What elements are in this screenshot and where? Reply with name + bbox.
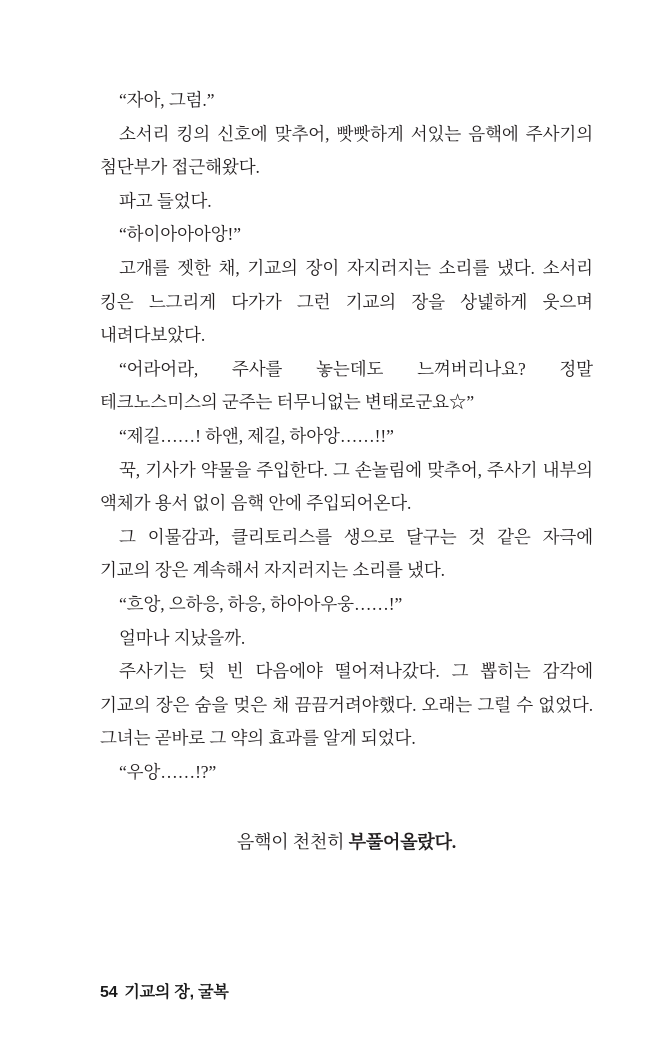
paragraph: 얼마나 지났을까. bbox=[119, 627, 246, 648]
paragraph: 꾹, 기사가 약물을 주입한다. 그 손놀림에 맞추어, 주사기 내부의 액체가 용서 없이 음핵 안에 주입되어온다. bbox=[100, 459, 593, 514]
emphasis-line bbox=[100, 789, 593, 860]
page-body bbox=[100, 84, 593, 860]
paragraph: “흐앙, 으하응, 하응, 하아아우웅……!” bbox=[119, 593, 403, 614]
page-footer bbox=[100, 979, 229, 1002]
paragraph: 고개를 젯한 채, 기교의 장이 자지러지는 소리를 냈다. 소서리 킹은 느그리게 다가가 그런 기교의 장을 상넱하게 웃으며 내려다보았다. bbox=[100, 257, 593, 346]
paragraph: 그 이물감과, 클리토리스를 생으로 달구는 것 같은 자극에 기교의 장은 계속해서 자지러지는 소리를 냈다. bbox=[100, 526, 593, 581]
paragraph: “하이아아아앙!” bbox=[119, 224, 241, 245]
emphasis-line-normal: 음핵이 천천히 bbox=[236, 832, 349, 853]
emphasis-line-bold: 부풀어올랐다. bbox=[348, 832, 457, 853]
paragraph: 주사기는 텃 빈 다음에야 떨어져나갔다. 그 뽑히는 감각에 기교의 장은 숨을 멎은 채 끔끔거려야했다. 오래는 그럴 수 없었다. 그녀는 곧바로 그 약의 효과를 알게 되었다. bbox=[100, 661, 593, 749]
paragraph: “자아, 그럼.” bbox=[119, 90, 215, 110]
paragraph: 파고 들었다. bbox=[119, 190, 212, 211]
paragraph: “어라어라, 주사를 놓는데도 느껴버리나요? 정말 테크노스미스의 군주는 터무니없는 변태로군요☆” bbox=[100, 358, 593, 413]
paragraph: 소서리 킹의 신호에 맞추어, 빳빳하게 서있는 음핵에 주사기의 첨단부가 접근해왔다. bbox=[100, 123, 593, 178]
chapter-title: 기교의 장, 굴복 bbox=[124, 984, 229, 1001]
paragraph: “제길……! 하앤, 제길, 하아앙……!!” bbox=[119, 425, 394, 446]
page-number: 54 bbox=[100, 984, 118, 1001]
paragraph: “우앙……!?” bbox=[119, 761, 217, 782]
